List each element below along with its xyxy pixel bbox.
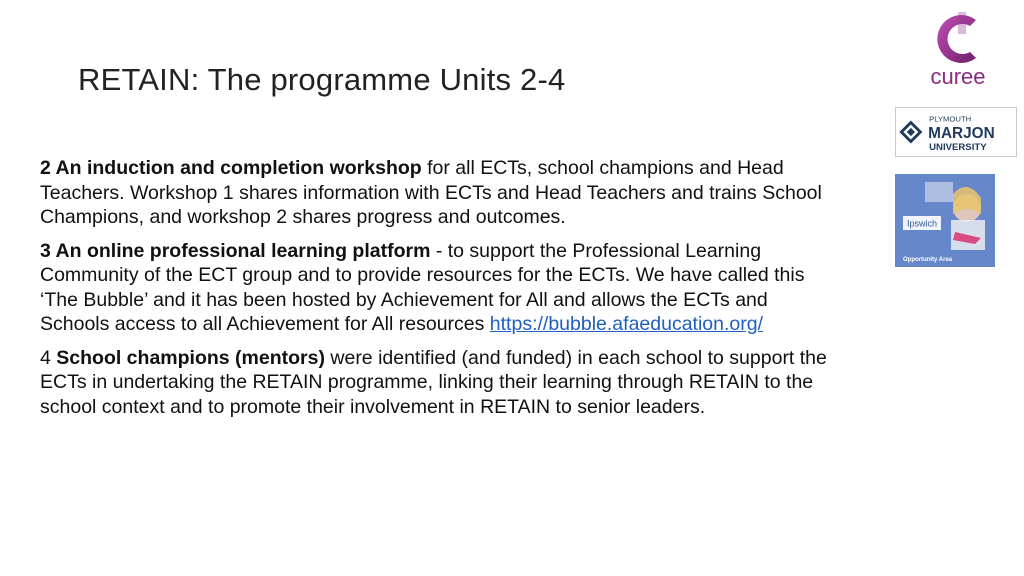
paragraph-lead: School champions (mentors) — [56, 346, 325, 369]
bubble-link[interactable]: https://bubble.afaeducation.org/ — [489, 313, 763, 335]
marjon-line3: UNIVERSITY — [929, 142, 987, 154]
curee-logo-text: curee — [930, 64, 986, 89]
slide-body — [40, 156, 840, 428]
ipswich-opportunity-logo — [895, 174, 995, 267]
marjon-logo — [895, 107, 1017, 157]
paragraph-text: - to support the Professional Learning Community of the ECT group and to provide resources for the ECTs. We have called this ‘The Bubble’ and it has been hosted by Achievement for All and allows the ECTs and Schools access to all Achievement for All resources — [40, 239, 805, 335]
paragraph-lead: 3 An online professional learning platform — [40, 239, 431, 262]
paragraph-text: for all ECTs, school champions and Head Teachers. Workshop 1 shares information with ECTs and Head Teachers and trains School Champions, and workshop 2 shares progress and outcomes. — [40, 157, 822, 228]
paragraph-platform — [40, 239, 840, 337]
paragraph-text: were identified (and funded) in each school to support the ECTs in undertaking the RETAIN programme, linking their learning through RETAIN to the school context and to promote their involvement in RETAIN to senior leaders. — [40, 346, 827, 418]
paragraph-champions — [40, 346, 840, 420]
paragraph-lead: 2 An induction and completion workshop — [40, 157, 422, 179]
ipswich-label: Ipswich — [907, 218, 938, 229]
paragraph-workshop — [40, 156, 840, 230]
paragraph-number: 4 — [40, 346, 57, 369]
marjon-line2: MARJON — [928, 124, 995, 142]
curee-logo — [918, 4, 998, 94]
slide-title: RETAIN: The programme Units 2-4 — [78, 62, 566, 97]
marjon-line1: PLYMOUTH — [929, 114, 972, 124]
ipswich-caption: Opportunity Area — [903, 257, 953, 263]
